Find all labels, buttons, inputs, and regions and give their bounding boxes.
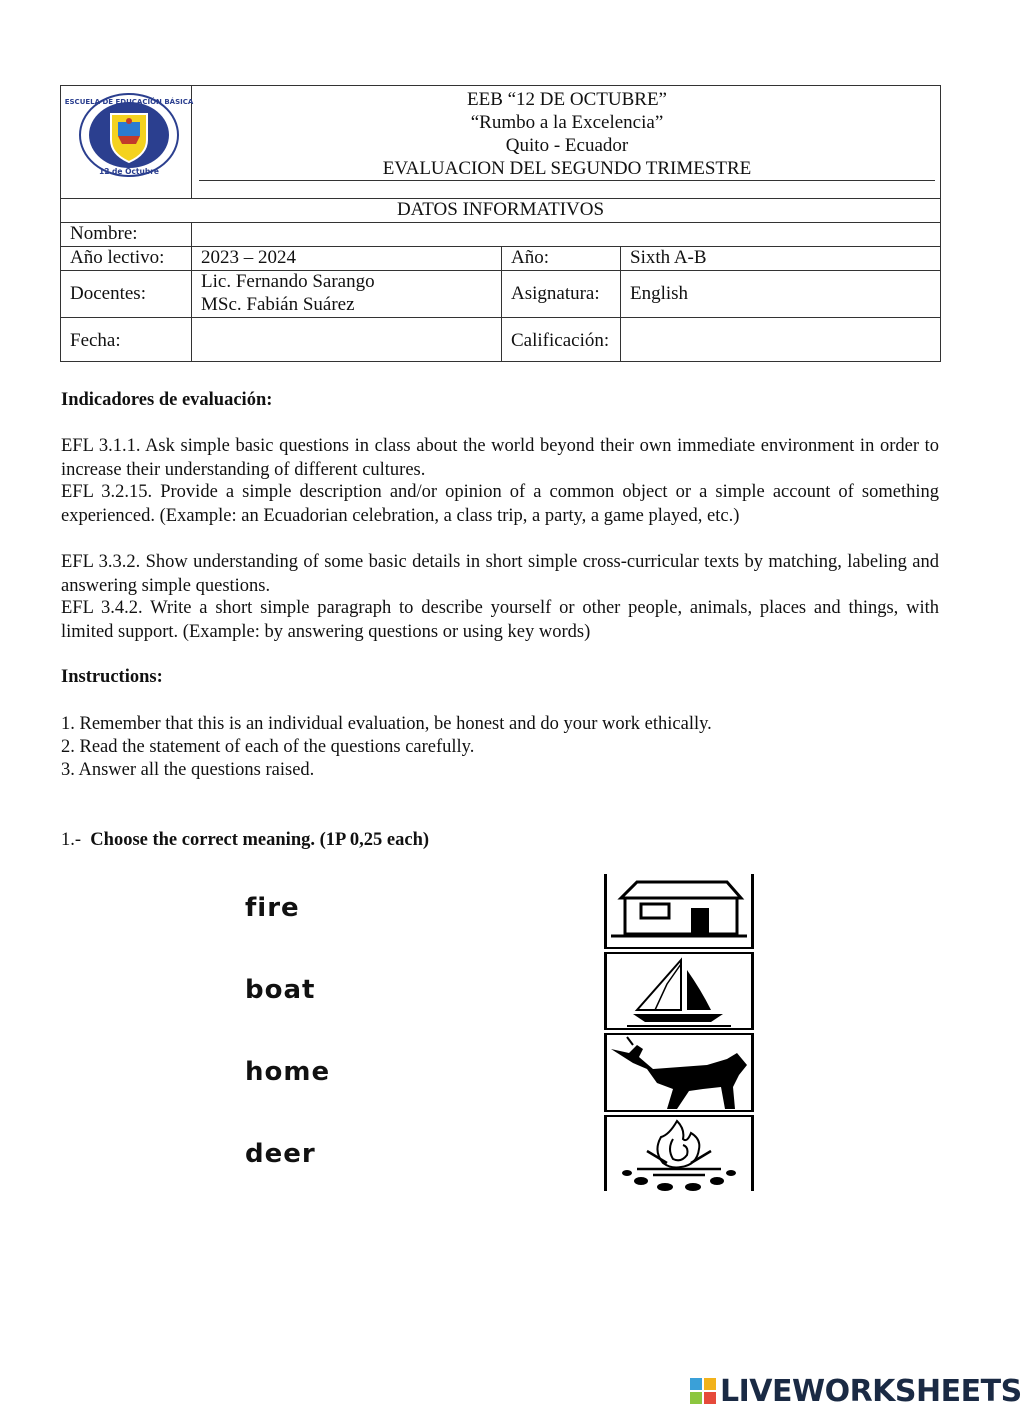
- divider: [61, 222, 940, 223]
- picture-boat[interactable]: [604, 952, 754, 1030]
- word-deer[interactable]: deer: [245, 1139, 316, 1169]
- liveworksheets-icon: [690, 1378, 718, 1404]
- question-prompt: Choose the correct meaning. (1P 0,25 each): [90, 830, 430, 850]
- house-icon: [607, 874, 751, 947]
- asignatura-label: Asignatura:: [511, 283, 600, 304]
- school-city: Quito - Ecuador: [505, 135, 629, 156]
- indicator-item: EFL 3.2.15. Provide a simple description and/or opinion of a common object or a simple account of something experienced. (Example: an Ecuadorian celebration, a class trip, a party, a game played, etc.): [61, 482, 939, 526]
- exam-title: EVALUACION DEL SEGUNDO TRIMESTRE: [382, 158, 752, 179]
- nombre-label: Nombre:: [70, 223, 138, 244]
- section-title: DATOS INFORMATIVOS: [396, 199, 605, 220]
- campfire-icon: [607, 1117, 751, 1191]
- indicator-item: EFL 3.4.2. Write a short simple paragraph to describe yourself or other people, animals, places and things, with limited support. (Example: by answering questions or using key words): [61, 598, 939, 642]
- divider: [191, 222, 192, 362]
- indicators-heading: Indicadores de evaluación:: [61, 390, 273, 410]
- school-name: EEB “12 DE OCTUBRE”: [466, 89, 667, 110]
- word-fire[interactable]: fire: [245, 893, 300, 923]
- sailboat-icon: [607, 954, 751, 1028]
- docente-1: Lic. Fernando Sarango: [201, 271, 375, 292]
- question-number: 1.-: [61, 830, 82, 850]
- divider: [199, 180, 935, 181]
- docentes-label: Docentes:: [70, 283, 146, 304]
- logo-text: 12 de Octubre: [98, 167, 160, 176]
- instruction-item: 1. Remember that this is an individual evaluation, be honest and do your work ethically.: [61, 714, 712, 734]
- liveworksheets-brand: LIVEWORKSHEETS: [720, 1374, 1022, 1409]
- ano-value: Sixth A-B: [630, 247, 707, 268]
- indicator-item: EFL 3.1.1. Ask simple basic questions in class about the world beyond their own immediate environment in order to increase their understanding of different cultures.: [61, 436, 939, 480]
- asignatura-value: English: [630, 283, 689, 304]
- indicator-item: EFL 3.3.2. Show understanding of some basic details in short simple cross-curricular texts by matching, labeling and answering simple questions.: [61, 552, 939, 596]
- instruction-item: 3. Answer all the questions raised.: [61, 760, 315, 780]
- word-boat[interactable]: boat: [245, 975, 316, 1005]
- ano-lectivo-label: Año lectivo:: [70, 247, 165, 268]
- picture-house[interactable]: [604, 874, 754, 949]
- divider: [501, 246, 502, 362]
- picture-fire[interactable]: [604, 1115, 754, 1191]
- ano-label: Año:: [511, 247, 549, 268]
- school-logo: [64, 92, 194, 178]
- divider: [620, 246, 621, 362]
- picture-deer[interactable]: [604, 1033, 754, 1112]
- calificacion-label: Calificación:: [511, 330, 610, 351]
- logo-text: ESCUELA DE EDUCACIÓN BÁSICA: [64, 98, 194, 106]
- instructions-heading: Instructions:: [61, 667, 163, 687]
- instruction-item: 2. Read the statement of each of the questions carefully.: [61, 737, 475, 757]
- school-motto: “Rumbo a la Excelencia”: [470, 112, 664, 133]
- question-1: [61, 829, 429, 852]
- deer-icon: [607, 1035, 751, 1110]
- ano-lectivo-value: 2023 – 2024: [201, 247, 296, 268]
- fecha-label: Fecha:: [70, 330, 121, 351]
- docente-2: MSc. Fabián Suárez: [201, 294, 355, 315]
- word-home[interactable]: home: [245, 1057, 331, 1087]
